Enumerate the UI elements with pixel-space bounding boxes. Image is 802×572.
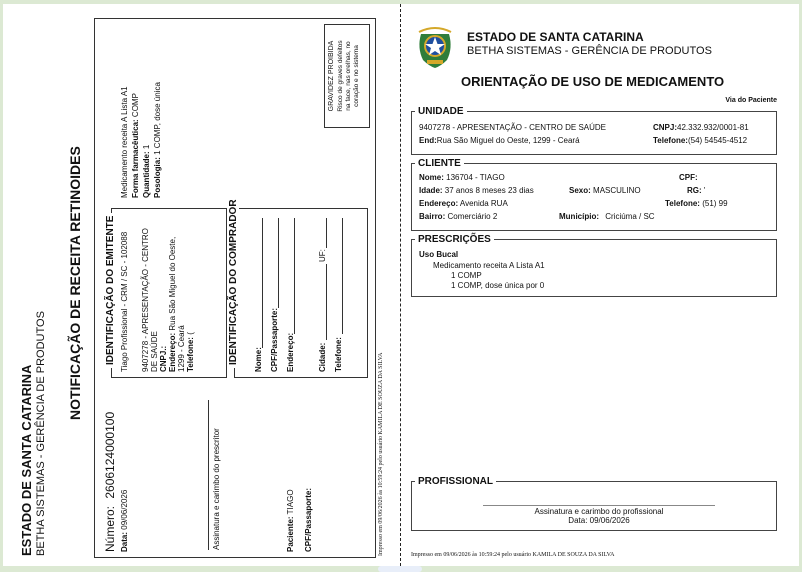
orientacao-title: ORIENTAÇÃO DE USO DE MEDICAMENTO (461, 74, 725, 89)
cpf-passaporte-label: CPF/Passaporte: (304, 487, 313, 552)
data-value: 09/06/2026 (120, 489, 129, 530)
cliente-sexo: Sexo: MASCULINO (569, 186, 641, 195)
prescricao-medicamento: Medicamento receita A Lista A1 (433, 261, 545, 270)
profissional-legend: PROFISSIONAL (415, 476, 496, 487)
comprador-nome-label: Nome: (254, 347, 263, 372)
emitente-cnpj-label: CNPJ.: (159, 345, 168, 372)
profissional-data: Data: 09/06/2026 (568, 516, 630, 525)
cliente-bairro: Bairro: Comerciário 2 (419, 212, 498, 221)
paciente-line: Paciente: TIAGO (286, 489, 295, 552)
prescricao-quantidade: 1 COMP (451, 271, 482, 280)
prescricoes-legend: PRESCRIÇÕES (415, 234, 494, 245)
paciente-value: TIAGO (286, 489, 295, 515)
state-coat-of-arms-icon (415, 26, 455, 70)
gravidez-line-2: Risco de graves defeitos (337, 40, 344, 112)
via-paciente: Via do Paciente (725, 97, 777, 104)
emitente-endereco-2: 1299 - Ceará (177, 325, 186, 372)
comprador-telefone-label: Telefone: (334, 337, 343, 372)
comprador-endereco-line (294, 218, 295, 334)
cliente-telefone: Telefone: (51) 99 (665, 199, 728, 208)
company-subtitle: BETHA SISTEMAS - GERÊNCIA DE PRODUTOS (35, 311, 47, 556)
gravidez-line-1: GRAVIDEZ PROIBIDA (328, 40, 335, 112)
quantidade-line: Quantidade: 1 (142, 144, 151, 198)
left-impresso-footer: Impresso em 09/06/2026 às 10:59:24 pelo usuário KAMILA DE SOUZA DA SILVA (378, 352, 384, 556)
right-impresso-footer: Impresso em 09/06/2026 às 10:59:24 pelo usuário KAMILA DE SOUZA DA SILVA (411, 552, 615, 558)
unidade-legend: UNIDADE (415, 106, 467, 117)
assinatura-profissional-line (483, 505, 715, 506)
unidade-cnpj: CNPJ:42.332.932/0001-81 (653, 123, 749, 132)
horizontal-scrollbar-thumb[interactable] (378, 566, 422, 572)
right-company-subtitle: BETHA SISTEMAS - GERÊNCIA DE PRODUTOS (467, 45, 712, 57)
cliente-endereco: Endereço: Avenida RUA (419, 199, 508, 208)
numero-value: 2606124000100 (103, 411, 117, 499)
cliente-rg: RG: ' (687, 186, 706, 195)
comprador-cidade-label: Cidade: (318, 342, 327, 372)
cliente-legend: CLIENTE (415, 158, 464, 169)
emitente-unidade-2: DE SAÚDE (150, 331, 159, 372)
gravidez-line-3: na face, nas orelhas, no (345, 41, 352, 111)
cliente-cpf: CPF: (679, 173, 698, 182)
comprador-uf-line (326, 218, 327, 248)
unidade-endereco: End:Rua São Miguel do Oeste, 1299 - Ceará (419, 136, 580, 145)
viewer-frame-left (0, 0, 3, 572)
numero-line: Número: 2606124000100 (103, 411, 117, 552)
assinatura-prescritor-line (208, 400, 209, 550)
assinatura-prescritor-label: Assinatura e carimbo do prescritor (212, 428, 221, 550)
state-title: ESTADO DE SANTA CATARINA (19, 364, 34, 556)
orientacao-panel (403, 4, 799, 566)
emitente-legend: IDENTIFICAÇÃO DO EMITENTE (105, 213, 116, 368)
unidade-name: 9407278 - APRESENTAÇÃO - CENTRO DE SAÚDE (419, 123, 607, 132)
unidade-box (411, 111, 777, 155)
assinatura-profissional-label: Assinatura e carimbo do profissional (534, 507, 664, 516)
comprador-cpf-label: CPF/Passaporte: (270, 307, 279, 372)
cliente-municipio: Município: Criciúma / SC (559, 212, 655, 221)
right-state-title: ESTADO DE SANTA CATARINA (467, 30, 644, 44)
posologia-line: Posologia: 1 COMP, dose única (153, 82, 162, 198)
forma-line: Forma farmacêutica: COMP (131, 93, 140, 198)
cliente-nome: Nome: 136704 - TIAGO (419, 173, 505, 182)
gravidez-line-4: coração e no sistema (353, 45, 360, 107)
prescricao-posologia: 1 COMP, dose única por 0 (451, 281, 545, 290)
comprador-cidade-line (326, 264, 327, 340)
comprador-telefone-line (342, 218, 343, 334)
medicamento-nome: Medicamento receita A Lista A1 (120, 86, 129, 198)
unidade-telefone: Telefone:(54) 54545-4512 (653, 136, 748, 145)
comprador-endereco-label: Endereço: (286, 332, 295, 372)
comprador-legend: IDENTIFICAÇÃO DO COMPRADOR (228, 196, 239, 368)
emitente-profissional: Tiago Profissional - CRM / SC - 102088 (120, 231, 129, 372)
notificacao-title: NOTIFICAÇÃO DE RECEITA RETINOIDES (67, 146, 83, 420)
comprador-cpf-line (278, 218, 279, 308)
emitente-endereco-line: Endereço: Rua São Miguel do Oeste, (168, 236, 177, 372)
emitente-telefone-line: Telefone: ( (186, 332, 195, 372)
cliente-idade: Idade: 37 anos 8 meses 23 dias (419, 186, 534, 195)
cut-line-divider (400, 4, 401, 566)
notificacao-receita-panel (8, 8, 392, 560)
comprador-nome-line (262, 218, 263, 348)
prescricao-via-uso: Uso Bucal (419, 250, 459, 259)
emitente-unidade-1: 9407278 - APRESENTAÇÃO - CENTRO (141, 228, 150, 372)
data-line: Data: 09/06/2026 (120, 489, 129, 552)
comprador-uf-label: UF: (318, 249, 327, 262)
